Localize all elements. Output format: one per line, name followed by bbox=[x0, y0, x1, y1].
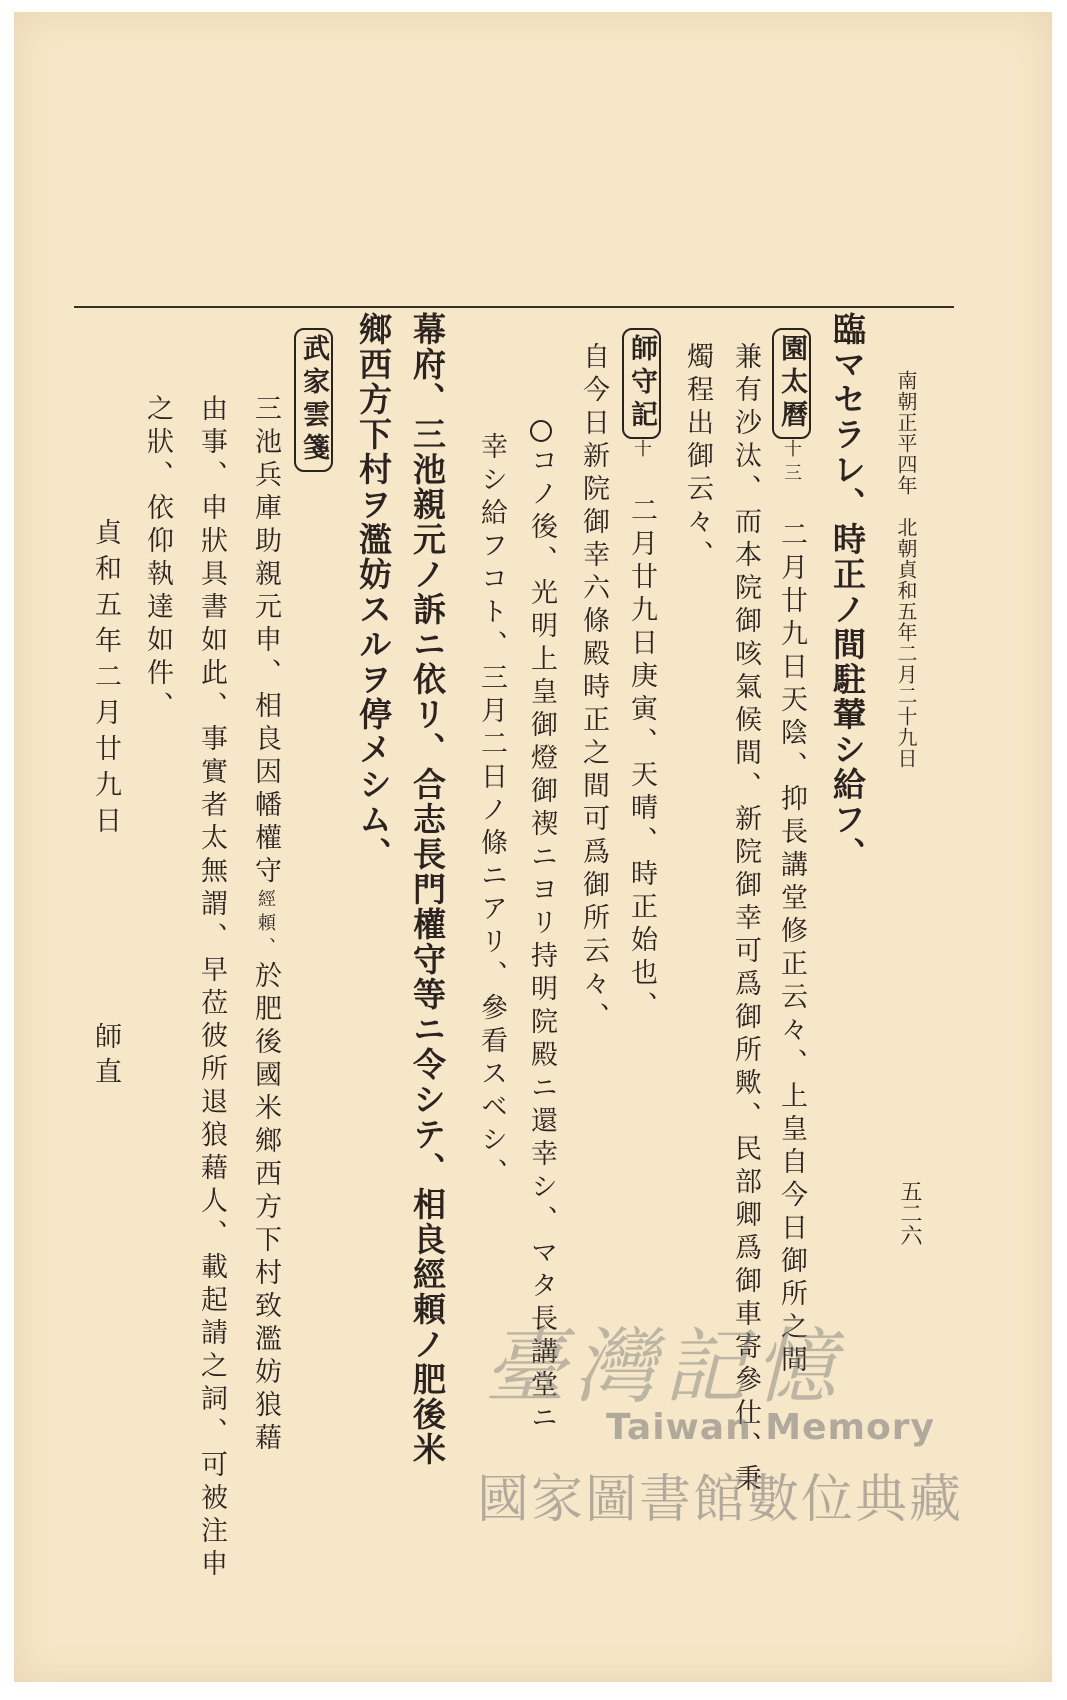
text-column-10: 鄉西方下村ヲ濫妨スルヲ停メシム、 bbox=[354, 312, 393, 872]
letter-signer: 師直 bbox=[90, 1022, 121, 1092]
text-column-7 bbox=[522, 416, 561, 1436]
text-column-5 bbox=[622, 328, 661, 1024]
letter-text-b: 於肥後國米鄉西方下村致濫妨狼藉 bbox=[250, 961, 281, 1456]
running-header: 南朝正平四年 北朝貞和五年二月二十九日 bbox=[894, 370, 918, 769]
source-title-moromoriki: 師守記 bbox=[622, 328, 661, 439]
text-column-2 bbox=[772, 328, 811, 1378]
text-column-9: 幕府、三池親元ノ訴ニ依リ、合志長門權守等ニ令シテ、相良經頼ノ肥後米 bbox=[408, 312, 447, 1467]
letter-text-a: 三池兵庫助親元申、相良因幡權守 bbox=[250, 394, 281, 889]
entry-text: 二月廿九日庚寅、天晴、時正始也、 bbox=[626, 463, 657, 1024]
source-title-entaireki: 園太曆 bbox=[772, 328, 811, 439]
text-column-14: 之狀、依仰執達如件、 bbox=[142, 394, 173, 724]
text-column-1: 臨マセラレ、時正ノ間駐輦シ給フ、 bbox=[828, 312, 867, 872]
circle-mark bbox=[530, 420, 552, 442]
text-column-3: 兼有沙汰、而本院御咳氣候間、新院御幸可爲御所歟、民部卿爲御車寄參仕、秉 bbox=[730, 342, 761, 1497]
watermark-script: 臺灣記憶 bbox=[484, 1320, 844, 1415]
watermark-english: Taiwan Memory bbox=[606, 1407, 935, 1448]
text-column-6: 自今日新院御幸六條殿時正之間可爲御所云々、 bbox=[578, 342, 609, 1035]
text-column-13: 由事、申狀具書如此、事實者太無謂、早莅彼所退狼藉人、載起請之詞、可被注申 bbox=[196, 394, 227, 1582]
text-column-11 bbox=[294, 328, 333, 472]
book-page bbox=[14, 12, 1052, 1682]
text-column-8: 幸シ給フコト、三月二日ノ條ニアリ、參看スベシ、 bbox=[476, 432, 507, 1191]
source-title-bukeunsen: 武家雲箋 bbox=[294, 328, 333, 472]
note-text: コノ後、光明上皇御燈御禊ニヨリ持明院殿ニ還幸シ、マタ長講堂ニ bbox=[526, 446, 557, 1436]
page-number: 五二六 bbox=[897, 1180, 922, 1246]
entry-text: 二月廿九日天陰、抑長講堂修正云々、上皇自今日御所之間 bbox=[776, 487, 807, 1378]
letter-date: 貞和五年二月廿九日 bbox=[90, 518, 121, 842]
header-rule bbox=[74, 306, 954, 308]
entry-date-note: 十三 bbox=[781, 439, 802, 487]
entry-date-note: 十 bbox=[631, 439, 652, 463]
text-column-12 bbox=[246, 394, 285, 1456]
letter-inline-note: 經頼、 bbox=[255, 889, 276, 961]
text-column-4: 燭程出御云々、 bbox=[682, 342, 713, 573]
watermark-library: 國家圖書館數位典藏 bbox=[477, 1470, 964, 1530]
